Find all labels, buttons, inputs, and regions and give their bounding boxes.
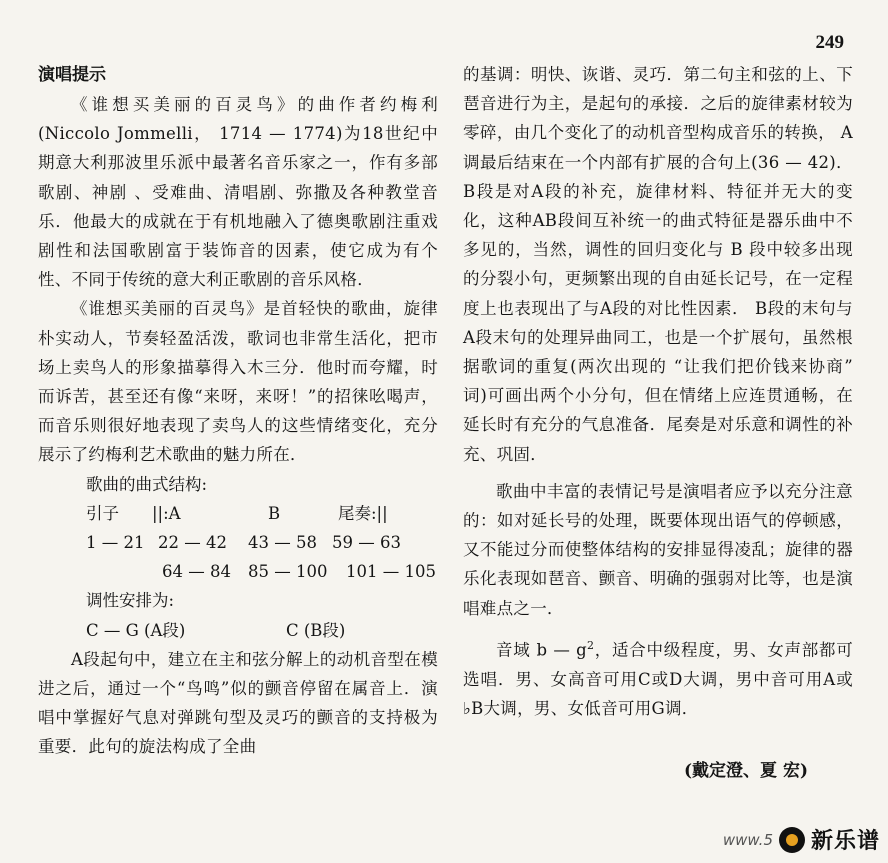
page-number: 249: [815, 32, 844, 53]
left-paragraph-1: 《谁想买美丽的百灵鸟》的曲作者约梅利(Niccolo Jommelli， 1714 — 1774)为18世纪中期意大利那波里乐派中最著名音乐家之一，作有多部歌剧、神剧 、受难曲、清唱剧、弥撒及各种教堂音乐．他最大的成就在于有机地融入了德奥歌剧注重戏剧性和法国歌剧富于装饰音的因素，使它成为有个性、不同于传统的意大利正歌剧的音乐风格．: [38, 95, 438, 290]
structure-coda: 尾奏:||: [338, 503, 388, 523]
key-a: C — G (A段): [86, 620, 186, 640]
site-watermark: [723, 824, 880, 855]
left-paragraph-3: A段起句中，建立在主和弦分解上的动机音型在模进之后，通过一个“鸟鸣”似的颤音停留在属音上．演唱中掌握好气息对弹跳句型及灵巧的颤音的支持极为重要．此句的旋法构成了全曲: [38, 649, 438, 757]
range-superscript: 2: [587, 638, 595, 652]
watermark-brand: 新乐谱: [810, 829, 880, 854]
structure-title: 歌曲的曲式结构:: [86, 474, 208, 494]
left-paragraph-2: 《谁想买美丽的百灵鸟》是首轻快的歌曲，旋律朴实动人，节奏轻盈活泼，歌词也非常生活化，把市场上卖鸟人的形象描摹得入木三分．他时而夸耀，时而诉苦，甚至还有像“来呀，来呀！”的招徕吆喝声，而音乐则很好地表现了卖鸟人的这些情绪变化，充分展示了约梅利艺术歌曲的魅力所在．: [38, 299, 438, 465]
structure-bars-row-1: [86, 528, 438, 557]
range-rest: ，适合中级程度，男、女声部都可选唱．男、女高音可用C或D大调，男中音可用A或♭B大调，男、女低音可用G调．: [463, 640, 854, 718]
bars-5: 64 — 84: [162, 562, 231, 582]
structure-title-row: [86, 470, 438, 499]
bars-2: 22 — 42: [158, 533, 227, 553]
range-text: 音域 b — g: [496, 640, 587, 660]
bars-4: 59 — 63: [332, 533, 401, 553]
key-b: C (B段): [286, 620, 346, 640]
bars-3: 43 — 58: [248, 533, 317, 553]
structure-b: B: [268, 503, 281, 523]
key-row: [86, 616, 438, 645]
bars-1: 1 — 21: [86, 533, 145, 553]
bars-6: 85 — 100: [248, 562, 328, 582]
right-column: [463, 60, 853, 723]
key-title: 调性安排为:: [86, 591, 175, 611]
section-heading: 演唱提示: [38, 65, 106, 85]
form-structure-block: [38, 470, 438, 645]
key-title-row: [86, 586, 438, 615]
right-paragraph-3: [463, 631, 853, 723]
watermark-url: www.5: [722, 830, 773, 849]
structure-a: ||:A: [152, 503, 181, 523]
structure-bars-row-2: [86, 557, 438, 586]
music-disc-logo-icon: [779, 827, 805, 853]
bars-7: 101 — 105: [346, 562, 436, 582]
right-paragraph-2: 歌曲中丰富的表情记号是演唱者应予以充分注意的：如对延长号的处理，既要体现出语气的停顿感，又不能过分而使整体结构的安排显得凌乱；旋律的器乐化表现如琶音、颤音、明确的强弱对比等，也是演唱难点之一．: [463, 481, 853, 618]
structure-intro: 引子: [86, 503, 119, 523]
left-column: [38, 60, 438, 762]
structure-header-row: [86, 499, 438, 528]
author-signature: (戴定澄、夏 宏): [683, 761, 808, 781]
right-paragraph-1: 的基调：明快、诙谐、灵巧．第二句主和弦的上、下琶音进行为主，是起句的承接．之后的旋律素材较为零碎，由几个变化了的动机音型构成音乐的转换， A 调最后结束在一个内部有扩展的合句上(36 — 42)． B段是对A段的补充，旋律材料、特征并无大的变化，这种AB段间互补统一的曲式特征是器乐曲中不多见的，当然，调性的回归变化与 B 段中较多出现的分裂小句，更频繁出现的自由延长记号，在一定程度上也表现出了与A段的对比性因素． B段的末句与A段末句的处理异曲同工，也是一个扩展句，虽然根据歌词的重复(两次出现的 “让我们把价钱来协商” 词)可画出两个小分句，但在情绪上应连贯通畅，在延长时有充分的气息准备．尾奏是对乐意和调性的补充、巩固．: [463, 65, 853, 464]
